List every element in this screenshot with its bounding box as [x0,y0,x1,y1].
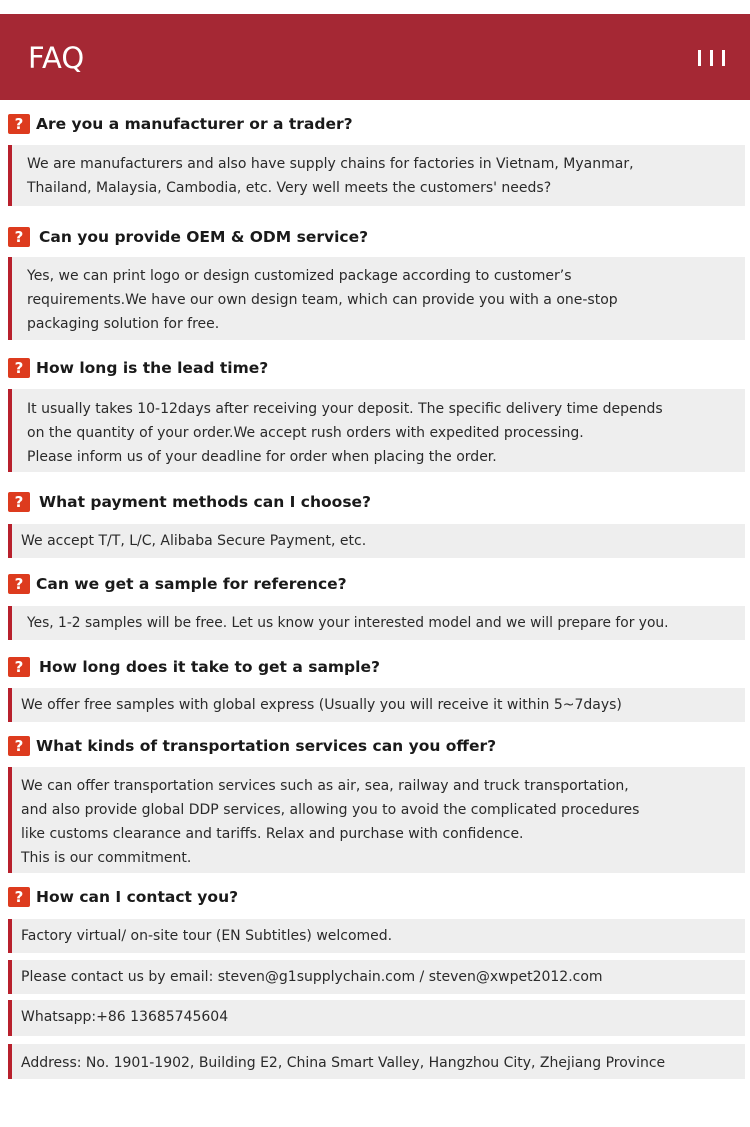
question-icon: ? [8,657,30,677]
page-title: FAQ [28,41,85,75]
question-icon: ? [8,492,30,512]
menu-bars-icon[interactable] [698,50,728,66]
faq-answer: Yes, we can print logo or design customized package according to customer’s requirements.We have our own design team, which can provide you with a one-stop packaging solution for free. [8,257,745,340]
contact-item-address: Address: No. 1901-1902, Building E2, China Smart Valley, Hangzhou City, Zhejiang Province [8,1044,745,1079]
contact-item-email: Please contact us by email: steven@g1supplychain.com / steven@xwpet2012.com [8,960,745,994]
faq-answer: We are manufacturers and also have supply chains for factories in Vietnam, Myanmar, Thailand, Malaysia, Cambodia, etc. Very well meets the customers' needs? [8,145,745,206]
faq-answer: We accept T/T, L/C, Alibaba Secure Payment, etc. [8,524,745,558]
question-icon: ? [8,887,30,907]
faq-answer: We offer free samples with global express (Usually you will receive it within 5~7days) [8,688,745,722]
contact-item-tour: Factory virtual/ on-site tour (EN Subtitles) welcomed. [8,919,745,953]
question-icon: ? [8,736,30,756]
contact-item-whatsapp: Whatsapp:+86 13685745604 [8,1000,745,1036]
faq-answer: It usually takes 10-12days after receiving your deposit. The specific delivery time depends on the quantity of your order.We accept rush orders with expedited processing. Please inform us of your deadline for order when placing the order. [8,389,745,472]
question-icon: ? [8,227,30,247]
faq-header [0,14,750,100]
question-icon: ? [8,114,30,134]
question-icon: ? [8,358,30,378]
faq-answer: We can offer transportation services such as air, sea, railway and truck transportation, and also provide global DDP services, allowing you to avoid the complicated procedures like customs clearance and tariffs. Relax and purchase with confidence. This is our commitment. [8,767,745,873]
faq-answer: Yes, 1-2 samples will be free. Let us know your interested model and we will prepare for you. [8,606,745,640]
question-icon: ? [8,574,30,594]
